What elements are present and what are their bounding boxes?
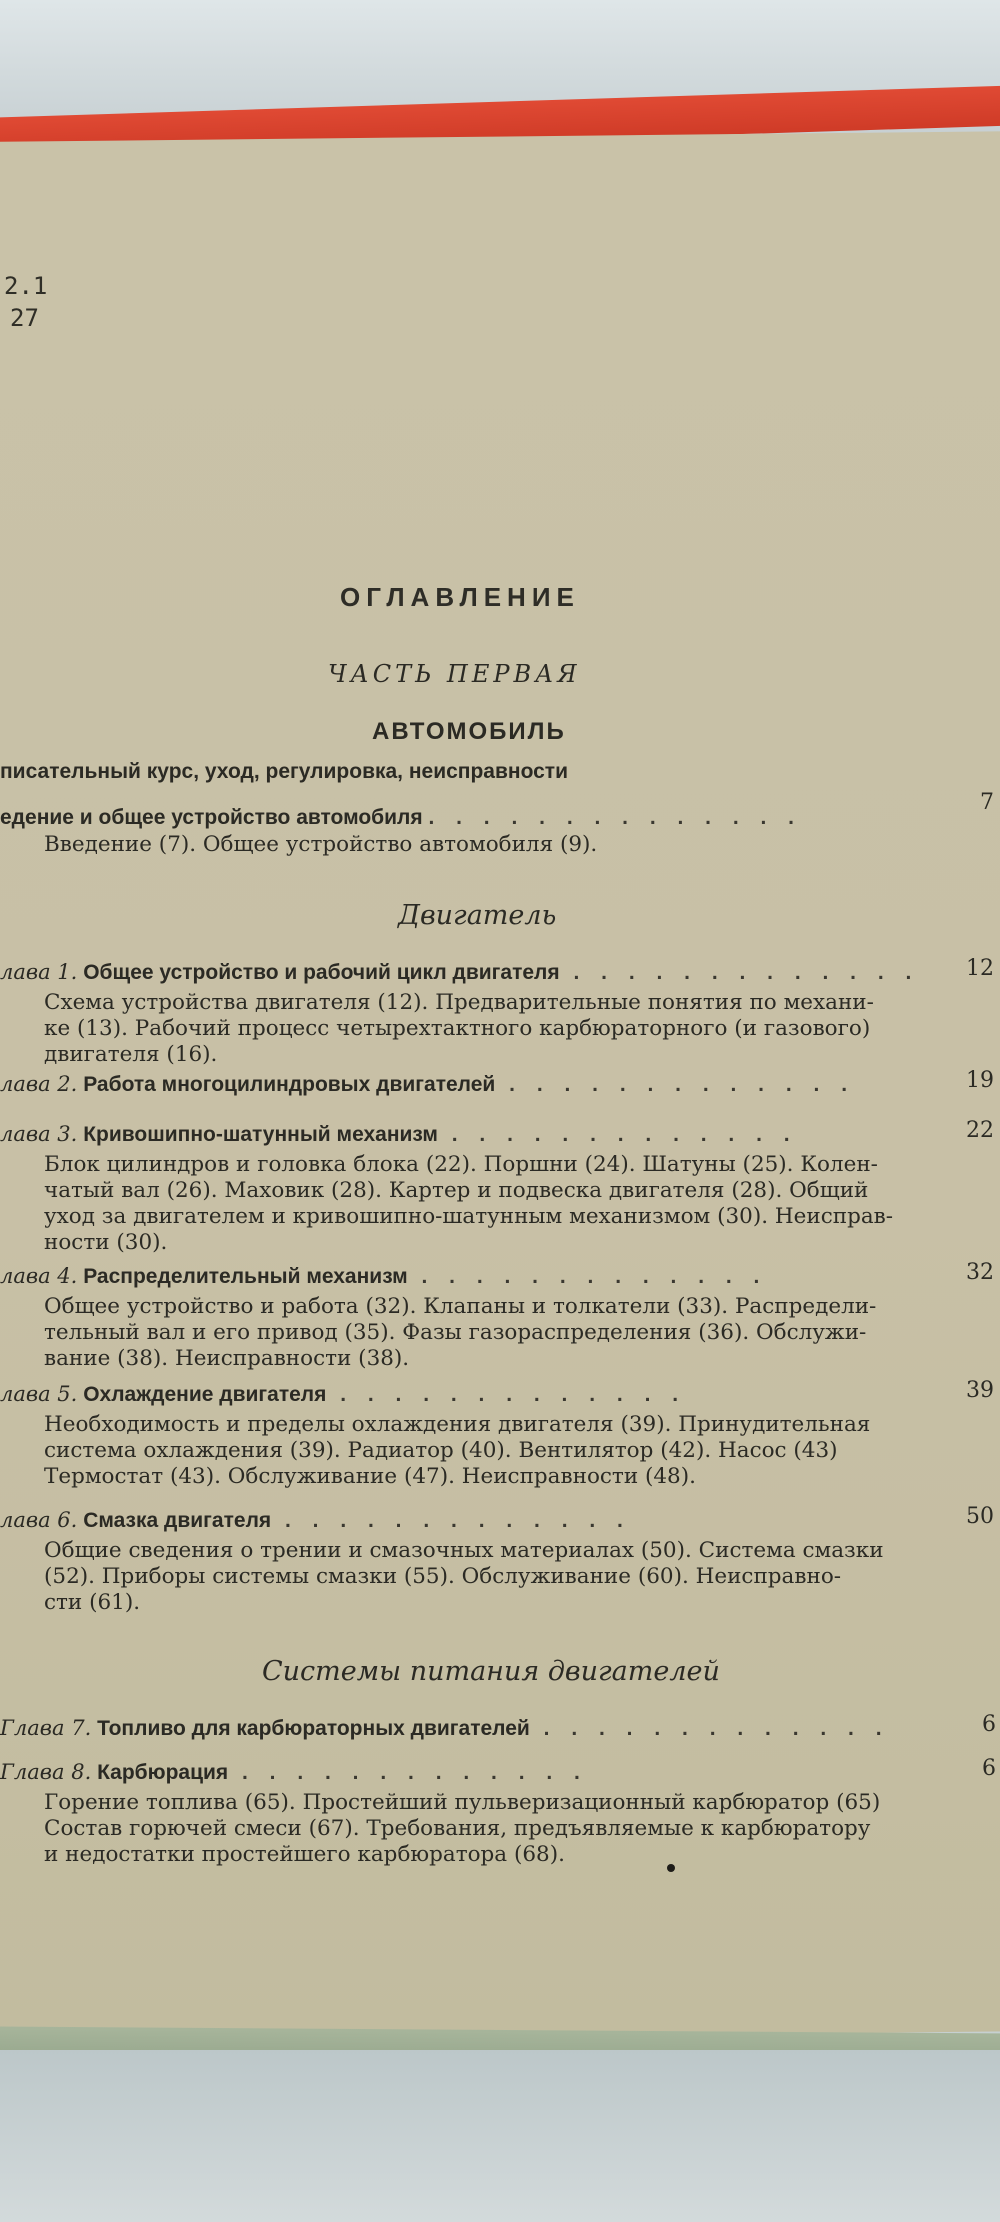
chapter-title: Кривошипно-шатунный механизм [83, 1123, 438, 1146]
leader-dots: . . . . . . . . . . . . . [437, 1123, 798, 1146]
ink-spot [667, 1864, 675, 1872]
chapter-subtopics-line: Общие сведения о трении и смазочных материалах (50). Система смазки [44, 1538, 884, 1563]
chapter-title: Общее устройство и рабочий цикл двигателя [83, 961, 560, 984]
leader-dots: . . . . . . . . . . . . . [228, 1761, 588, 1784]
part-title: ЧАСТЬ ПЕРВАЯ [328, 660, 581, 688]
chapter-subtopics-line: система охлаждения (39). Радиатор (40). Вентилятор (42). Насос (43) [44, 1438, 838, 1463]
chapter-subtopics-line: сти (61). [44, 1590, 141, 1615]
chapter-subtopics-line: (52). Приборы системы смазки (55). Обслуживание (60). Неисправно- [44, 1564, 842, 1589]
chapter-number: лава 4. [0, 1264, 78, 1288]
chapter-subtopics-line: ке (13). Рабочий процесс четырехтактного карбюраторного (и газового) [44, 1016, 871, 1041]
toc-title: ОГЛАВЛЕНИЕ [340, 582, 580, 612]
leader-dots: . . . . . . . . . . . . . [559, 961, 920, 984]
leader-dots: . . . . . . . . . . . . . . [428, 806, 802, 829]
chapter-page-number: 50 [966, 1504, 994, 1529]
chapter-page-number: 6 [982, 1756, 996, 1781]
chapter-subtopics-line: уход за двигателем и кривошипно-шатунным механизмом (30). Неисправ- [44, 1204, 894, 1229]
chapter-subtopics-line: и недостатки простейшего карбюратора (68). [44, 1842, 565, 1867]
leader-dots: . . . . . . . . . . . . . [407, 1265, 768, 1288]
chapter-subtopics-line: Схема устройства двигателя (12). Предварительные понятия по механи- [44, 990, 874, 1015]
library-code-line-1: 2.1 [4, 272, 48, 300]
chapter-subtopics-line: Необходимость и пределы охлаждения двигателя (39). Принудительная [44, 1412, 871, 1437]
leader-dots: . . . . . . . . . . . . . [495, 1073, 856, 1096]
chapter-subtopics-line: вание (38). Неисправности (38). [44, 1346, 410, 1371]
chapter-subtopics-line: Блок цилиндров и головка блока (22). Поршни (24). Шатуны (25). Колен- [44, 1152, 878, 1177]
chapter-page-number: 22 [966, 1118, 994, 1143]
leader-dots: . . . . . . . . . . . . . [529, 1717, 890, 1740]
chapter-subtopics-line: чатый вал (26). Маховик (28). Картер и подвеска двигателя (28). Общий [44, 1178, 869, 1203]
library-code-line-2: 27 [10, 304, 39, 332]
chapter-subtopics-line: тельный вал и его привод (35). Фазы газораспределения (36). Обслужи- [44, 1320, 867, 1345]
intro-page: 7 [980, 790, 994, 815]
chapter-number: лава 2. [0, 1072, 78, 1096]
chapter-page-number: 39 [966, 1378, 994, 1403]
leader-dots: . . . . . . . . . . . . . [326, 1383, 687, 1406]
intro-text: Введение (7). Общее устройство автомобиля (9). [44, 832, 598, 857]
chapter-title: Топливо для карбюраторных двигателей [97, 1717, 530, 1740]
chapter-number: лава 1. [0, 960, 78, 984]
chapter-title: Карбюрация [97, 1761, 229, 1784]
chapter-page-number: 6 [982, 1712, 996, 1737]
chapter-subtopics-line: ности (30). [44, 1230, 168, 1255]
section-fuel-heading: Системы питания двигателей [262, 1656, 720, 1687]
chapter-subtopics-line: Состав горючей смеси (67). Требования, предъявляемые к карбюратору [44, 1816, 871, 1841]
chapter-subtopics-line: Горение топлива (65). Простейший пульверизационный карбюратор (65) [44, 1790, 881, 1815]
chapter-page-number: 32 [966, 1260, 994, 1285]
chapter-number: Глава 7. [0, 1716, 92, 1740]
chapter-subtopics-line: двигателя (16). [44, 1042, 218, 1067]
section-engine-heading: Двигатель [398, 900, 557, 931]
leader-dots: . . . . . . . . . . . . . [271, 1509, 631, 1532]
chapter-page-number: 12 [966, 956, 994, 981]
chapter-title: Смазка двигателя [83, 1509, 272, 1532]
part-subtitle: писательный курс, уход, регулировка, неисправности [0, 760, 569, 783]
chapter-subtopics-line: Общее устройство и работа (32). Клапаны и толкатели (33). Распредели- [44, 1294, 877, 1319]
chapter-number: лава 5. [0, 1382, 78, 1406]
chapter-page-number: 19 [966, 1068, 994, 1093]
chapter-number: Глава 8. [0, 1760, 92, 1784]
chapter-title: Распределительный механизм [83, 1265, 408, 1288]
part-name: АВТОМОБИЛЬ [372, 718, 566, 745]
chapter-title: Работа многоцилиндровых двигателей [83, 1073, 496, 1096]
chapter-subtopics-line: Термостат (43). Обслуживание (47). Неисправности (48). [44, 1464, 696, 1489]
chapter-number: лава 6. [0, 1508, 78, 1532]
chapter-title: Охлаждение двигателя [83, 1383, 327, 1406]
chapter-number: лава 3. [0, 1122, 78, 1146]
intro-heading: едение и общее устройство автомобиля [0, 806, 423, 829]
